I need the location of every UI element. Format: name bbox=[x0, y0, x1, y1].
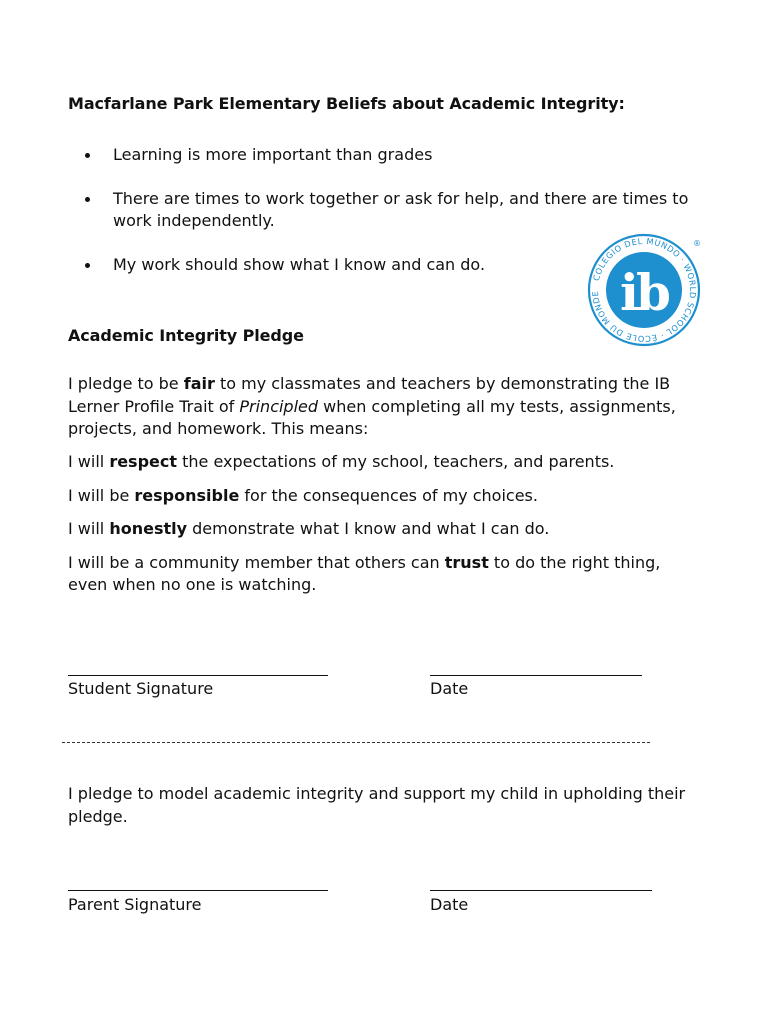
parent-signature-label: Parent Signature bbox=[68, 895, 202, 914]
commitment-respect bbox=[68, 451, 614, 473]
registered-mark: ® bbox=[693, 239, 701, 248]
text-run: I will be bbox=[68, 486, 135, 505]
student-date-label: Date bbox=[430, 679, 469, 698]
list-item-text: There are times to work together or ask for help, and there are times to bbox=[113, 189, 689, 208]
pledge-intro-line-2 bbox=[68, 396, 676, 418]
list-item-text: Learning is more important than grades bbox=[113, 145, 433, 164]
text-run: Lerner Profile Trait of bbox=[68, 397, 240, 416]
commitment-responsible bbox=[68, 485, 538, 507]
text-run: for the consequences of my choices. bbox=[239, 486, 538, 505]
pledge-heading: Academic Integrity Pledge bbox=[68, 326, 304, 345]
pledge-intro-line-3: projects, and homework. This means: bbox=[68, 419, 369, 438]
parent-pledge-line-2: pledge. bbox=[68, 807, 128, 826]
keyword-trust: trust bbox=[444, 553, 489, 572]
text-run: I will bbox=[68, 519, 110, 538]
commitment-trust-continued: even when no one is watching. bbox=[68, 575, 317, 594]
text-run: I will be a community member that others can bbox=[68, 553, 445, 572]
keyword-responsible: responsible bbox=[134, 486, 240, 505]
text-run: when completing all my tests, assignments, bbox=[318, 397, 676, 416]
text-run: to do the right thing, bbox=[488, 553, 661, 572]
keyword-honestly: honestly bbox=[109, 519, 188, 538]
parent-date-label: Date bbox=[430, 895, 469, 914]
text-run: I pledge to be bbox=[68, 374, 184, 393]
text-run: the expectations of my school, teachers, and parents. bbox=[177, 452, 615, 471]
ib-world-school-logo bbox=[584, 232, 704, 348]
keyword-fair: fair bbox=[183, 374, 215, 393]
cut-separator bbox=[62, 742, 650, 743]
beliefs-heading: Macfarlane Park Elementary Beliefs about Academic Integrity: bbox=[68, 94, 625, 113]
bullet-icon bbox=[85, 153, 90, 158]
list-item-text-continued: work independently. bbox=[113, 211, 275, 230]
list-item-text: My work should show what I know and can do. bbox=[113, 255, 486, 274]
bullet-icon bbox=[85, 263, 90, 268]
bullet-icon bbox=[85, 197, 90, 202]
student-signature-line[interactable] bbox=[68, 675, 328, 676]
pledge-intro-line-1 bbox=[68, 373, 670, 395]
commitment-honestly bbox=[68, 518, 549, 540]
commitment-trust bbox=[68, 552, 660, 574]
text-run: to my classmates and teachers by demonstrating the IB bbox=[214, 374, 671, 393]
parent-signature-line[interactable] bbox=[68, 890, 328, 891]
student-signature-label: Student Signature bbox=[68, 679, 214, 698]
keyword-principled: Principled bbox=[239, 397, 319, 416]
logo-letters: ib bbox=[620, 263, 668, 322]
text-run: I will bbox=[68, 452, 110, 471]
logo-ring-text: COLEGIO DEL MUNDO · WORLD SCHOOL · ÉCOLE DU MONDE bbox=[589, 235, 699, 345]
parent-pledge-line-1: I pledge to model academic integrity and support my child in upholding their bbox=[68, 784, 686, 803]
text-run: demonstrate what I know and what I can do. bbox=[187, 519, 550, 538]
parent-date-line[interactable] bbox=[430, 890, 652, 891]
student-date-line[interactable] bbox=[430, 675, 642, 676]
keyword-respect: respect bbox=[109, 452, 178, 471]
